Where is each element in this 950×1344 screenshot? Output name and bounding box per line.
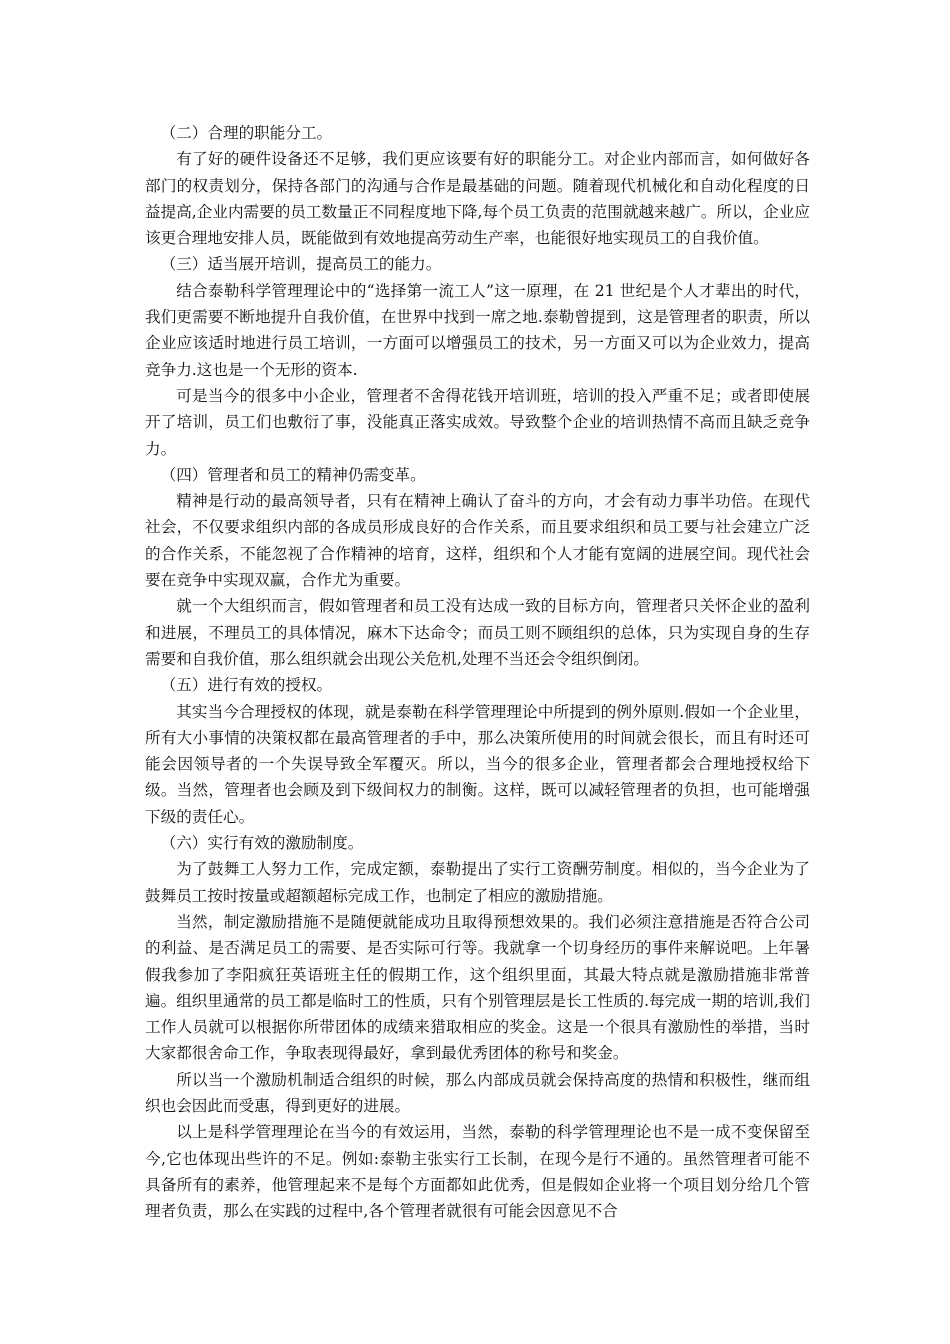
section-heading: （二）合理的职能分工。 bbox=[160, 124, 333, 142]
body-paragraph: 为了鼓舞工人努力工作，完成定额，泰勒提出了实行工资酬劳制度。相似的，当今企业为了鼓舞员工按时按量或超额超标完成工作，也制定了相应的激励措施。 bbox=[145, 860, 810, 905]
body-paragraph: 以上是科学管理理论在当今的有效运用，当然，泰勒的科学管理理论也不是一成不变保留至今,它也体现出些许的不足。例如:泰勒主张实行工长制，在现今是行不通的。虽然管理者可能不具备所有的素养，他管理起来不是每个方面都如此优秀，但是假如企业将一个项目划分给几个管理者负责，那么在实践的过程中,各个管理者就很有可能会因意见不合 bbox=[145, 1123, 810, 1221]
section-heading: （四）管理者和员工的精神仍需变革。 bbox=[160, 465, 426, 484]
document-page bbox=[145, 120, 810, 1224]
body-paragraph: 其实当今合理授权的体现，就是泰勒在科学管理理论中所提到的例外原则.假如一个企业里，所有大小事情的决策权都在最高管理者的手中，那么决策所使用的时间就会很长，而且有时还可能会因领导者的一个失误导致全军覆灭。所以，当今的很多企业，管理者都会合理地授权给下级。当然，管理者也会顾及到下级间权力的制衡。这样，既可以减轻管理者的负担，也可能增强下级的责任心。 bbox=[145, 702, 810, 826]
body-paragraph: 结合泰勒科学管理理论中的“选择第一流工人”这一原理，在 21 世纪是个人才辈出的时代，我们更需要不断地提升自我价值，在世界中找到一席之地.泰勒曾提到，这是管理者的职责，所以企业应该适时地进行员工培训，一方面可以增强员工的技术，另一方面又可以为企业效力，提高竞争力.这也是一个无形的资本. bbox=[145, 281, 810, 379]
body-paragraph: 精神是行动的最高领导者，只有在精神上确认了奋斗的方向，才会有动力事半功倍。在现代社会，不仅要求组织内部的各成员形成良好的合作关系，而且要求组织和员工要与社会建立广泛的合作关系，不能忽视了合作精神的培育，这样，组织和个人才能有宽阔的进展空间。现代社会要在竞争中实现双赢，合作尤为重要。 bbox=[145, 492, 810, 590]
body-paragraph: 就一个大组织而言，假如管理者和员工没有达成一致的目标方向，管理者只关怀企业的盈利和进展，不理员工的具体情况，麻木下达命令；而员工则不顾组织的总体，只为实现自身的生存需要和自我价值，那么组织就会出现公关危机,处理不当还会令组织倒闭。 bbox=[145, 597, 810, 668]
section-heading: （六）实行有效的激励制度。 bbox=[160, 834, 364, 853]
body-paragraph: 可是当今的很多中小企业，管理者不舍得花钱开培训班，培训的投入严重不足；或者即使展开了培训，员工们也敷衍了事，没能真正落实成效。导致整个企业的培训热情不高而且缺乏竞争力。 bbox=[145, 386, 810, 458]
body-paragraph: 当然，制定激励措施不是随便就能成功且取得预想效果的。我们必须注意措施是否符合公司的利益、是否满足员工的需要、是否实际可行等。我就拿一个切身经历的事件来解说吧。上年暑假我参加了李阳疯狂英语班主任的假期工作，这个组织里面，其最大特点就是激励措施非常普遍。组织里通常的员工都是临时工的性质，只有个别管理层是长工性质的.每完成一期的培训,我们工作人员就可以根据你所带团体的成绩来猎取相应的奖金。这是一个很具有激励性的举措，当时大家都很舍命工作，争取表现得最好，拿到最优秀团体的称号和奖金。 bbox=[145, 912, 810, 1063]
body-paragraph: 所以当一个激励机制适合组织的时候，那么内部成员就会保持高度的热情和积极性，继而组织也会因此而受惠，得到更好的进展。 bbox=[145, 1070, 810, 1115]
body-paragraph: 有了好的硬件设备还不足够，我们更应该要有好的职能分工。对企业内部而言，如何做好各部门的权责划分，保持各部门的沟通与合作是最基础的问题。随着现代机械化和自动化程度的日益提高,企业内需要的员工数量正不同程度地下降,每个员工负责的范围就越来越广。所以，企业应该更合理地安排人员，既能做到有效地提高劳动生产率，也能很好地实现员工的自我价值。 bbox=[145, 150, 810, 248]
section-heading: （三）适当展开培训，提高员工的能力。 bbox=[160, 255, 442, 274]
section-heading: （五）进行有效的授权。 bbox=[160, 676, 333, 695]
